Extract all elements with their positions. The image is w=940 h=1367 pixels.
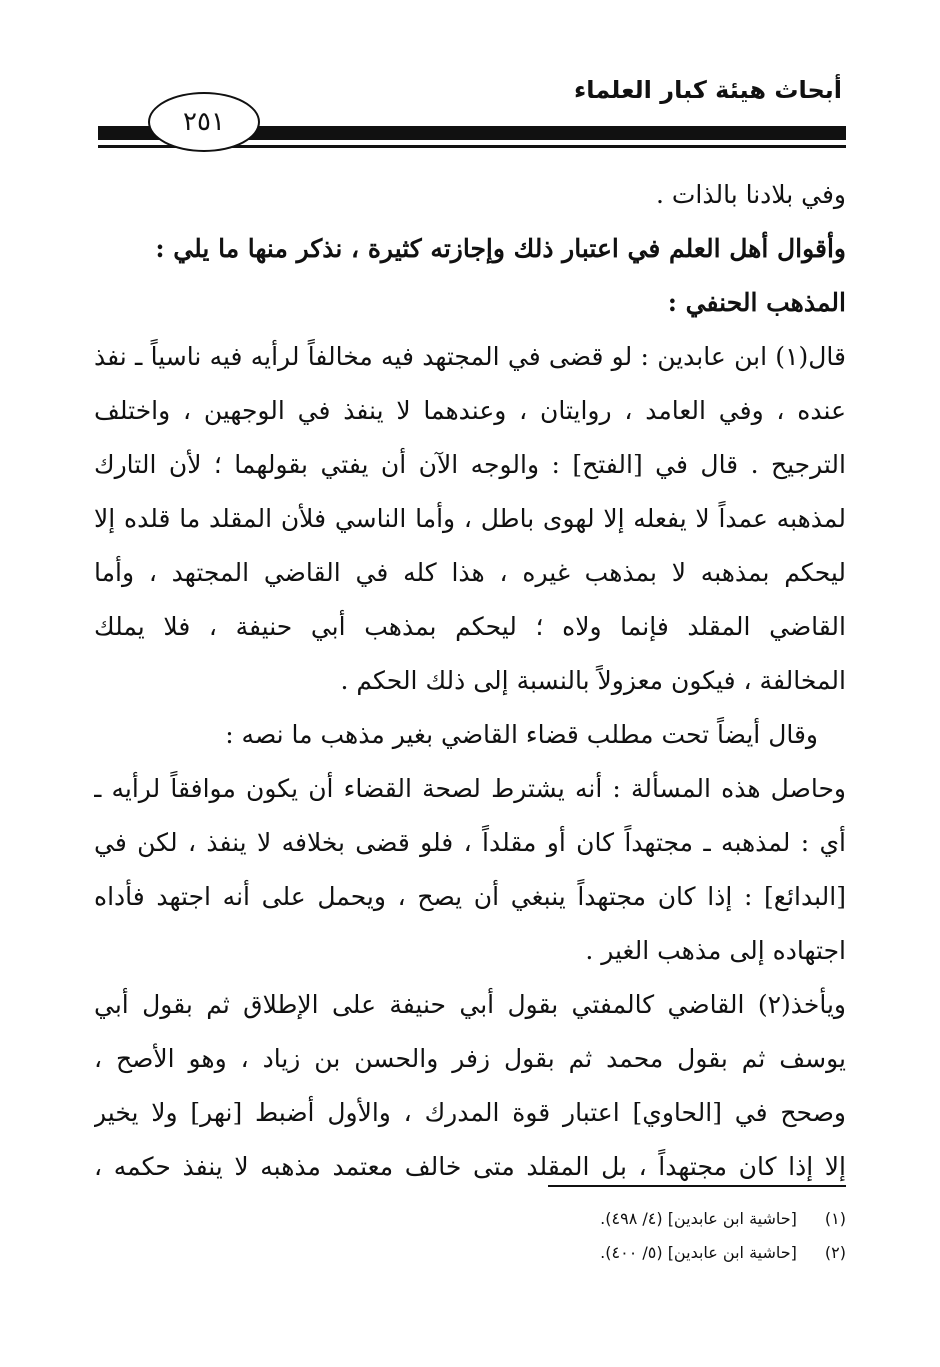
text-line: وقال أيضاً تحت مطلب قضاء القاضي بغير مذهب ما نصه : <box>225 720 818 749</box>
footnote-number: (٢) <box>824 1243 846 1262</box>
text-line: [البدائع] : إذا كان مجتهداً ينبغي أن يصح ، ويحمل على أنه اجتهد فأداه <box>94 882 846 911</box>
page-number: ٢٥١ <box>183 107 225 137</box>
text-line: الترجيح . قال في [الفتح] : والوجه الآن أن يفتي بقولهما ؛ لأن التارك <box>94 450 846 479</box>
text-line: ويأخذ(٢) القاضي كالمفتي بقول أبي حنيفة على الإطلاق ثم بقول أبي <box>94 990 846 1019</box>
text-line: المخالفة ، فيكون معزولاً بالنسبة إلى ذلك الحكم . <box>340 666 846 695</box>
text-line: وأقوال أهل العلم في اعتبار ذلك وإجازته كثيرة ، نذكر منها ما يلي : <box>155 234 846 263</box>
section-heading: المذهب الحنفي : <box>667 288 846 317</box>
text-line: لمذهبه عمداً لا يفعله إلا لهوى باطل ، وأما الناسي فلأن المقلد ما قلده إلا <box>94 504 846 533</box>
footnote-separator <box>548 1185 846 1187</box>
footnote-text: [حاشية ابن عابدين] (٤/ ٤٩٨). <box>600 1209 797 1228</box>
text-line: اجتهاده إلى مذهب الغير . <box>585 936 846 965</box>
footnote-text: [حاشية ابن عابدين] (٥/ ٤٠٠). <box>600 1243 797 1262</box>
footnote-number: (١) <box>824 1209 846 1228</box>
body-text <box>94 168 846 1181</box>
text-line: أي : لمذهبه ـ مجتهداً كان أو مقلداً ، فلو قضى بخلافه لا ينفذ ، لكن في <box>94 828 846 857</box>
text-line: وفي بلادنا بالذات . <box>655 180 846 209</box>
text-line: وحاصل هذه المسألة : أنه يشترط لصحة القضاء أن يكون موافقاً لرأيه ـ <box>94 774 846 803</box>
footnote <box>600 1204 846 1234</box>
running-header-title: أبحاث هيئة كبار العلماء <box>573 76 842 104</box>
text-line: قال(١) ابن عابدين : لو قضى في المجتهد فيه مخالفاً لرأيه فيه ناسياً ـ نفذ <box>94 342 846 371</box>
text-line: عنده ، وفي العامد ، روايتان ، وعندهما لا ينفذ في الوجهين ، واختلف <box>94 396 846 425</box>
text-line: يوسف ثم بقول محمد ثم بقول زفر والحسن بن زياد ، وهو الأصح ، <box>94 1044 846 1073</box>
text-line: إلا إذا كان مجتهداً ، بل المقلد متى خالف معتمد مذهبه لا ينفذ حكمه ، <box>94 1152 846 1181</box>
footnote <box>600 1238 846 1268</box>
text-line: القاضي المقلد فإنما ولاه ؛ ليحكم بمذهب أبي حنيفة ، فلا يملك <box>94 612 846 641</box>
text-line: وصحح في [الحاوي] اعتبار قوة المدرك ، والأول أضبط [نهر] ولا يخير <box>94 1098 846 1127</box>
page-number-badge <box>148 92 260 152</box>
text-line: ليحكم بمذهبه لا بمذهب غيره ، هذا كله في القاضي المجتهد ، وأما <box>94 558 846 587</box>
